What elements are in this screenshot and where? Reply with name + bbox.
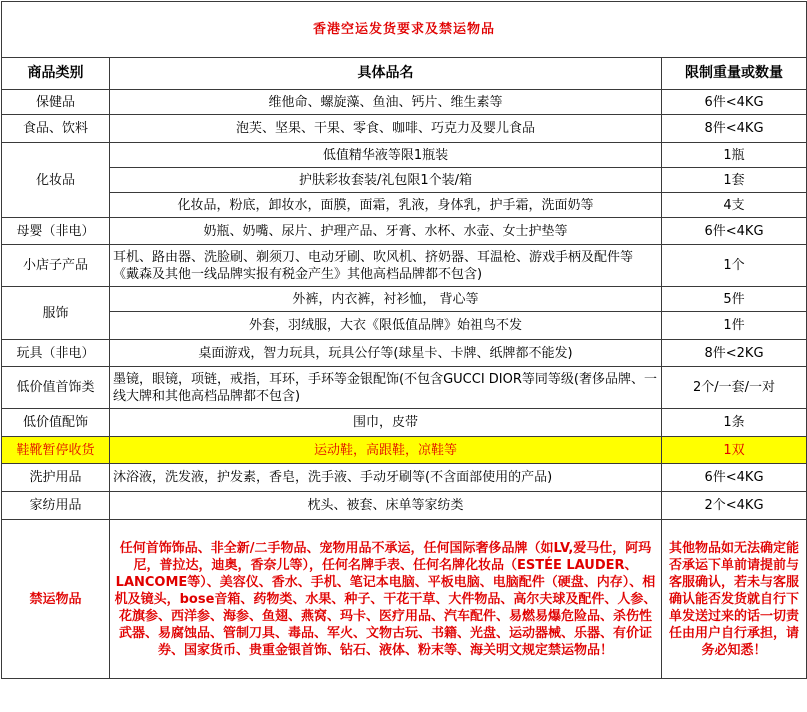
table-row [2,464,807,492]
page-title: 香港空运发货要求及禁运物品 [2,2,807,58]
limit-cell: 8件<2KG [662,340,807,367]
table-row [2,90,807,115]
limit-cell: 6件<4KG [662,464,807,492]
limit-cell: 6件<4KG [662,90,807,115]
limit-cell: 5件 [662,287,807,312]
limit-cell: 1个 [662,245,807,287]
category-cell: 洗护用品 [2,464,110,492]
table-row [2,287,807,312]
category-cell: 食品、饮料 [2,115,110,143]
table-row [2,340,807,367]
header-category: 商品类别 [2,58,110,90]
items-cell: 低值精华液等限1瓶装 [110,143,662,168]
table-row [2,168,807,193]
rules-table [1,1,807,679]
limit-cell: 4支 [662,193,807,218]
items-cell: 运动鞋，高跟鞋，凉鞋等 [110,437,662,464]
limit-cell: 2个/一套/一对 [662,367,807,409]
header-row [2,58,807,90]
limit-cell: 1条 [662,409,807,437]
items-cell: 耳机、路由器、洗脸刷、剃须刀、电动牙刷、吹风机、挤奶器、耳温枪、游戏手柄及配件等《戴森及其他一线品牌实报有税金产生》其他高档品牌都不包含) [110,245,662,287]
table-row [2,492,807,520]
category-cell: 保健品 [2,90,110,115]
items-cell: 枕头、被套、床单等家纺类 [110,492,662,520]
category-cell: 小店子产品 [2,245,110,287]
category-cell: 低价值首饰类 [2,367,110,409]
table-row [2,143,807,168]
category-cell: 化妆品 [2,143,110,218]
banned-category: 禁运物品 [2,520,110,679]
limit-cell: 1瓶 [662,143,807,168]
table-row [2,193,807,218]
header-items: 具体品名 [110,58,662,90]
table-row [2,115,807,143]
table-row [2,218,807,245]
items-cell: 泡芙、坚果、干果、零食、咖啡、巧克力及婴儿食品 [110,115,662,143]
limit-cell: 8件<4KG [662,115,807,143]
banned-items-list: 任何首饰饰品、非全新/二手物品、宠物用品不承运，任何国际奢侈品牌（如LV,爱马仕，阿玛尼，普拉达，迪奥，香奈儿等），任何名牌手表、任何名牌化妆品（ESTÉE LAUDER、LANCOME等）、美容仪、香水、手机、笔记本电脑、平板电脑、电脑配件（硬盘、内存）、相机及镜头，bose音箱、药物类、水果、种子、干花干草、大件物品、高尔夫球及配件、人参、花旗参、西洋参、海参、鱼翅、燕窝、玛卡、医疗用品、汽车配件、易燃易爆危险品、杀伤性武器、易腐蚀品、管制刀具、毒品、军火、文物古玩、书籍、光盘、运动器械、乐器、有价证券、国家货币、贵重金银首饰、钻石、液体、粉末等、海关明文规定禁运物品！ [110,520,662,679]
limit-cell: 6件<4KG [662,218,807,245]
category-cell: 家纺用品 [2,492,110,520]
items-cell: 护肤彩妆套装/礼包限1个装/箱 [110,168,662,193]
category-cell: 玩具（非电） [2,340,110,367]
items-cell: 沐浴液，洗发液，护发素，香皂，洗手液、手动牙刷等(不含面部使用的产品) [110,464,662,492]
limit-cell: 1双 [662,437,807,464]
items-cell: 外裤，内衣裤，衬衫恤， 背心等 [110,287,662,312]
items-cell: 化妆品，粉底，卸妆水，面膜，面霜，乳液，身体乳，护手霜，洗面奶等 [110,193,662,218]
items-cell: 墨镜，眼镜，项链，戒指，耳环，手环等金银配饰(不包含GUCCI DIOR等同等级(奢侈品牌、一线大牌和其他高档品牌都不包含) [110,367,662,409]
category-cell: 服饰 [2,287,110,340]
items-cell: 奶瓶、奶嘴、尿片、护理产品、牙膏、水杯、水壶、女士护垫等 [110,218,662,245]
table-row [2,312,807,340]
category-cell: 鞋靴暂停收货 [2,437,110,464]
limit-cell: 2个<4KG [662,492,807,520]
category-cell: 母婴（非电） [2,218,110,245]
items-cell: 外套，羽绒服，大衣《限低值品牌》始祖鸟不发 [110,312,662,340]
highlighted-row [2,437,807,464]
limit-cell: 1件 [662,312,807,340]
header-limit: 限制重量或数量 [662,58,807,90]
items-cell: 围巾，皮带 [110,409,662,437]
limit-cell: 1套 [662,168,807,193]
items-cell: 桌面游戏，智力玩具，玩具公仔等(球星卡、卡牌、纸牌都不能发) [110,340,662,367]
banned-row [2,520,807,679]
items-cell: 维他命、螺旋藻、鱼油、钙片、维生素等 [110,90,662,115]
table-row [2,409,807,437]
table-row [2,367,807,409]
banned-note: 其他物品如无法确定能否承运下单前请提前与客服确认，若未与客服确认能否发货就自行下单发送过来的话一切责任由用户自行承担，请务必知悉！ [662,520,807,679]
table-row [2,245,807,287]
category-cell: 低价值配饰 [2,409,110,437]
